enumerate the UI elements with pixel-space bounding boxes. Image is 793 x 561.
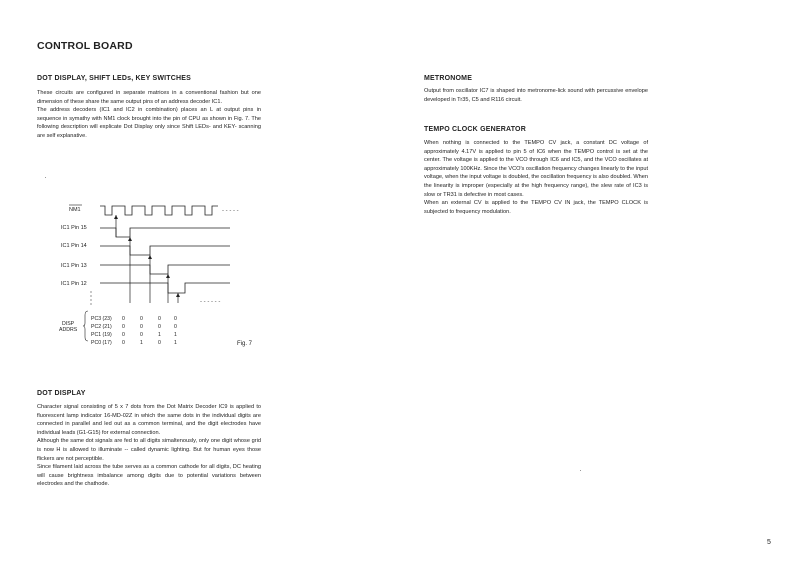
pin-label-12: IC1 Pin 12 — [61, 281, 87, 287]
paragraph: When nothing is connected to the TEMPO CV jack, a constant DC voltage of approximately 4.17V is applied to pin 5 of IC6 when the TEMPO control is set at the center. The voltage is applied to the VCO through IC6 and IC5, and the VCO oscillates at approximately 100KHz. Since the VCO's oscillation frequency changes linearly to the input voltage, when the input voltage is doubled, the oscillation frequency is also doubled. When the linearity is improper (especially at the high frequency range), the slew rate of IC3 is slow or TR31 is defective in most cases. — [424, 140, 648, 198]
addr-bit: 0 — [158, 316, 161, 322]
arrow-icon — [128, 237, 132, 241]
addr-bit: 1 — [158, 332, 161, 338]
arrow-icon — [166, 274, 170, 278]
addr-bit: 0 — [122, 340, 125, 346]
addr-bit: 0 — [158, 340, 161, 346]
continuation-dashes: - - - - - — [222, 208, 239, 214]
arrow-icon — [148, 255, 152, 259]
pin-label-14: IC1 Pin 14 — [61, 243, 87, 249]
addrs-label: ADDRS — [59, 327, 78, 333]
addr-bit: 0 — [174, 316, 177, 322]
paragraph: The address decoders (IC1 and IC2 in combination) places an L at output pins in sequence in symathy with NM1 clock brought into the pin of CPU as shown in Fig. 7. The following description will explicate Dot Display only since Shift LEDs- and KEY- scanning are self explanative. — [37, 107, 261, 139]
disp-label: DISP — [62, 321, 75, 327]
section-heading-tempo-clock: TEMPO CLOCK GENERATOR — [424, 126, 526, 133]
page-number: 5 — [767, 539, 771, 546]
addr-row-label: PC0 (17) — [91, 340, 112, 346]
timing-diagram — [0, 195, 300, 355]
section-body-metronome — [424, 87, 648, 104]
addr-row-label: PC2 (21) — [91, 324, 112, 330]
addr-bit: 1 — [140, 340, 143, 346]
section-body-dot-display — [37, 403, 261, 489]
pin14-waveform — [100, 246, 230, 255]
scan-speck — [580, 470, 581, 471]
pin13-waveform — [100, 265, 230, 274]
pin-label-13: IC1 Pin 13 — [61, 263, 87, 269]
figure-caption: Fig. 7 — [237, 341, 253, 347]
section-body-dot-display-shift — [37, 89, 261, 141]
section-heading-dot-display: DOT DISPLAY — [37, 390, 86, 397]
paragraph: Although the same dot signals are fed to all digits simaltenously, only one digit whose grid is now H is allowed to illuminate -- called dynamic lighting. But for human eyes those flickers are not perceptible. — [37, 438, 261, 462]
pin12-waveform — [100, 283, 230, 293]
scan-speck — [45, 177, 46, 178]
pin-label-15: IC1 Pin 15 — [61, 225, 87, 231]
addr-bit: 0 — [140, 332, 143, 338]
page-title: CONTROL BOARD — [37, 40, 133, 52]
addr-row-label: PC3 (23) — [91, 316, 112, 322]
addr-bit: 0 — [122, 316, 125, 322]
addr-bit: 0 — [140, 316, 143, 322]
addr-row-label: PC1 (19) — [91, 332, 112, 338]
nm1-label: NM1 — [69, 207, 81, 213]
section-heading-metronome: METRONOME — [424, 75, 473, 82]
paragraph: When an external CV is applied to the TEMPO CV IN jack, the TEMPO CLOCK is subjected to frequency modulation. — [424, 200, 648, 215]
nm1-waveform — [100, 206, 218, 215]
paragraph: These circuits are configured in separate matrices in a conventional fashion but one dimension of these share the same output pins of an address decoder IC1. — [37, 90, 261, 105]
arrow-icon — [114, 215, 118, 219]
section-heading-dot-display-shift: DOT DISPLAY, SHIFT LEDs, KEY SWITCHES — [37, 75, 192, 82]
pin15-waveform — [100, 228, 230, 237]
addr-bit: 0 — [140, 324, 143, 330]
continuation-dashes: - - - - - - — [200, 299, 221, 305]
addr-bit: 0 — [122, 324, 125, 330]
addr-bit: 1 — [174, 340, 177, 346]
addr-bit: 1 — [174, 332, 177, 338]
section-body-tempo-clock — [424, 139, 648, 216]
addr-bit: 0 — [174, 324, 177, 330]
addr-bit: 0 — [158, 324, 161, 330]
paragraph: Since filament laid across the tube serves as a common cathode for all digits, DC heating will cause brightness imbalance among digits due to potential variations between electrodes and the chathode. — [37, 464, 261, 488]
paragraph: Output from oscillator IC7 is shaped into metronome-lick sound with percussive envelope developed in Tr35, C5 and R116 circuit. — [424, 88, 648, 103]
paragraph: Character signal consisting of 5 x 7 dots from the Dot Matrix Decoder IC9 is applied to fluorescent lamp indicator 16-MD-02Z in which the same dots in the individual digits are connected in parallel and led out as a common terminal, and the digit electrodes have individual leads (G1-G15) for external connection. — [37, 404, 261, 436]
addr-bit: 0 — [122, 332, 125, 338]
